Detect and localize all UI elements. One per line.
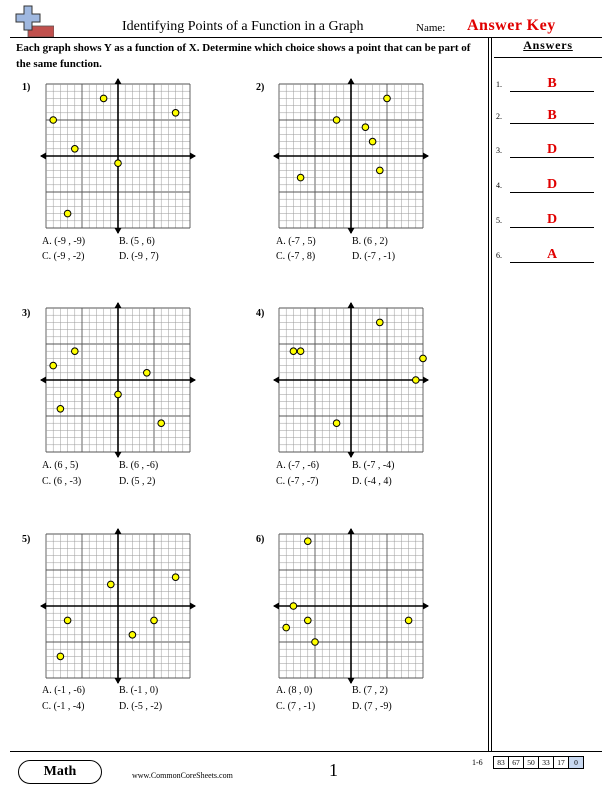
choice-c: C. (-7 , -7) [276, 476, 319, 487]
problem-number: 1) [22, 82, 31, 93]
subject-badge: Math [18, 760, 102, 784]
coordinate-grid [273, 528, 429, 684]
plotted-point [377, 167, 384, 174]
answer-value: D [546, 177, 558, 192]
plotted-point [172, 574, 179, 581]
x-axis-arrow-right [190, 603, 196, 610]
page-number: 1 [329, 760, 338, 780]
plotted-point [290, 603, 297, 610]
choice-b: B. (-1 , 0) [119, 685, 159, 696]
plotted-point [64, 210, 71, 217]
plotted-point [369, 138, 376, 145]
choice-d: D. (-7 , -1) [352, 251, 396, 262]
x-axis-arrow-right [423, 153, 429, 160]
choice-d: D. (-9 , 7) [119, 251, 159, 262]
plotted-point [333, 420, 340, 427]
answer-row-5 [494, 212, 602, 232]
site-link[interactable]: www.CommonCoreSheets.com [132, 771, 233, 780]
x-axis-arrow-right [423, 603, 429, 610]
plotted-point [283, 624, 290, 631]
plotted-point [172, 110, 179, 117]
choice-a: A. (-7 , 5) [276, 236, 316, 247]
answer-row-1 [494, 76, 602, 96]
plotted-point [312, 639, 319, 646]
column-divider [491, 37, 492, 751]
plotted-point [384, 95, 391, 102]
problem-number: 6) [256, 534, 265, 545]
y-axis-arrow-up [348, 302, 355, 308]
answer-number: 6. [496, 251, 502, 260]
score-table [493, 756, 584, 769]
plotted-point [377, 319, 384, 326]
answers-heading: Answers [523, 38, 573, 52]
column-divider [488, 37, 489, 751]
x-axis-arrow-left [40, 603, 46, 610]
plotted-point [50, 117, 57, 124]
plotted-point [144, 370, 151, 377]
choice-a: A. (6 , 5) [42, 460, 79, 471]
x-axis-arrow-right [423, 377, 429, 384]
answer-number: 3. [496, 146, 502, 155]
problem-number: 2) [256, 82, 265, 93]
y-axis-arrow-down [115, 228, 122, 234]
answer-value: A [546, 247, 558, 262]
answer-value: B [547, 76, 557, 91]
problem-number: 4) [256, 308, 265, 319]
choice-b: B. (6 , -6) [119, 460, 159, 471]
choice-d: D. (-5 , -2) [119, 701, 163, 712]
answer-number: 5. [496, 216, 502, 225]
x-axis-arrow-right [190, 153, 196, 160]
choice-a: A. (-9 , -9) [42, 236, 86, 247]
plotted-point [420, 355, 427, 362]
coordinate-grid [40, 302, 196, 458]
plotted-point [108, 581, 115, 588]
plotted-point [305, 538, 312, 545]
plotted-point [362, 124, 369, 131]
y-axis-arrow-down [115, 452, 122, 458]
plotted-point [72, 146, 79, 153]
instructions: Each graph shows Y as a function of X. Determine which choice shows a point that can be part of the same function. [16, 42, 471, 70]
plotted-point [57, 406, 64, 413]
logo-icon [14, 4, 54, 40]
coordinate-grid [40, 78, 196, 234]
y-axis-arrow-up [348, 78, 355, 84]
coordinate-grid [273, 78, 429, 234]
y-axis-arrow-up [115, 528, 122, 534]
choice-c: C. (-1 , -4) [42, 701, 85, 712]
y-axis-arrow-down [348, 452, 355, 458]
choice-b: B. (5 , 6) [119, 236, 155, 247]
x-axis-arrow-left [273, 603, 279, 610]
plotted-point [413, 377, 420, 384]
choice-d: D. (7 , -9) [352, 701, 392, 712]
x-axis-arrow-right [190, 377, 196, 384]
plotted-point [305, 617, 312, 624]
choice-d: D. (5 , 2) [119, 476, 156, 487]
choice-d: D. (-4 , 4) [352, 476, 392, 487]
plotted-point [100, 95, 107, 102]
problem-number: 3) [22, 308, 31, 319]
y-axis-arrow-up [115, 78, 122, 84]
choice-c: C. (6 , -3) [42, 476, 82, 487]
answer-row-3 [494, 142, 602, 162]
plotted-point [158, 420, 165, 427]
plotted-point [290, 348, 297, 355]
score-cell: 83 [494, 757, 509, 769]
plotted-point [57, 653, 64, 660]
plotted-point [50, 362, 57, 369]
score-range-label: 1-6 [472, 758, 483, 767]
page-title: Identifying Points of a Function in a Graph [122, 19, 364, 34]
answer-value: B [547, 108, 557, 123]
plotted-point [297, 348, 304, 355]
answers-divider [494, 57, 602, 58]
answer-number: 1. [496, 80, 502, 89]
y-axis-arrow-up [115, 302, 122, 308]
answer-number: 2. [496, 112, 502, 121]
plotted-point [72, 348, 79, 355]
choice-a: A. (8 , 0) [276, 685, 313, 696]
answer-value: D [546, 212, 558, 227]
answer-value: D [546, 142, 558, 157]
y-axis-arrow-down [115, 678, 122, 684]
choice-a: A. (-7 , -6) [276, 460, 320, 471]
plotted-point [151, 617, 158, 624]
answer-row-6 [494, 247, 602, 267]
y-axis-arrow-down [348, 678, 355, 684]
coordinate-grid [40, 528, 196, 684]
coordinate-grid [273, 302, 429, 458]
score-cell: 0 [569, 757, 584, 769]
answer-row-4 [494, 177, 602, 197]
name-label: Name: [416, 22, 446, 34]
plotted-point [333, 117, 340, 124]
plotted-point [129, 632, 136, 639]
score-cell: 17 [554, 757, 569, 769]
x-axis-arrow-left [273, 153, 279, 160]
choice-b: B. (7 , 2) [352, 685, 388, 696]
x-axis-arrow-left [273, 377, 279, 384]
y-axis-arrow-up [348, 528, 355, 534]
choice-b: B. (6 , 2) [352, 236, 388, 247]
x-axis-arrow-left [40, 377, 46, 384]
answer-key-label: Answer Key [467, 17, 556, 34]
choice-c: C. (7 , -1) [276, 701, 316, 712]
score-cell: 33 [539, 757, 554, 769]
answer-row-2 [494, 108, 602, 128]
plotted-point [297, 174, 304, 181]
score-cell: 67 [509, 757, 524, 769]
choice-b: B. (-7 , -4) [352, 460, 395, 471]
choice-c: C. (-9 , -2) [42, 251, 85, 262]
choice-c: C. (-7 , 8) [276, 251, 316, 262]
problem-number: 5) [22, 534, 31, 545]
plotted-point [405, 617, 412, 624]
score-cell: 50 [524, 757, 539, 769]
answer-number: 4. [496, 181, 502, 190]
footer-divider [10, 751, 602, 752]
plotted-point [115, 391, 122, 398]
choice-a: A. (-1 , -6) [42, 685, 86, 696]
x-axis-arrow-left [40, 153, 46, 160]
plotted-point [64, 617, 71, 624]
y-axis-arrow-down [348, 228, 355, 234]
plotted-point [115, 160, 122, 167]
